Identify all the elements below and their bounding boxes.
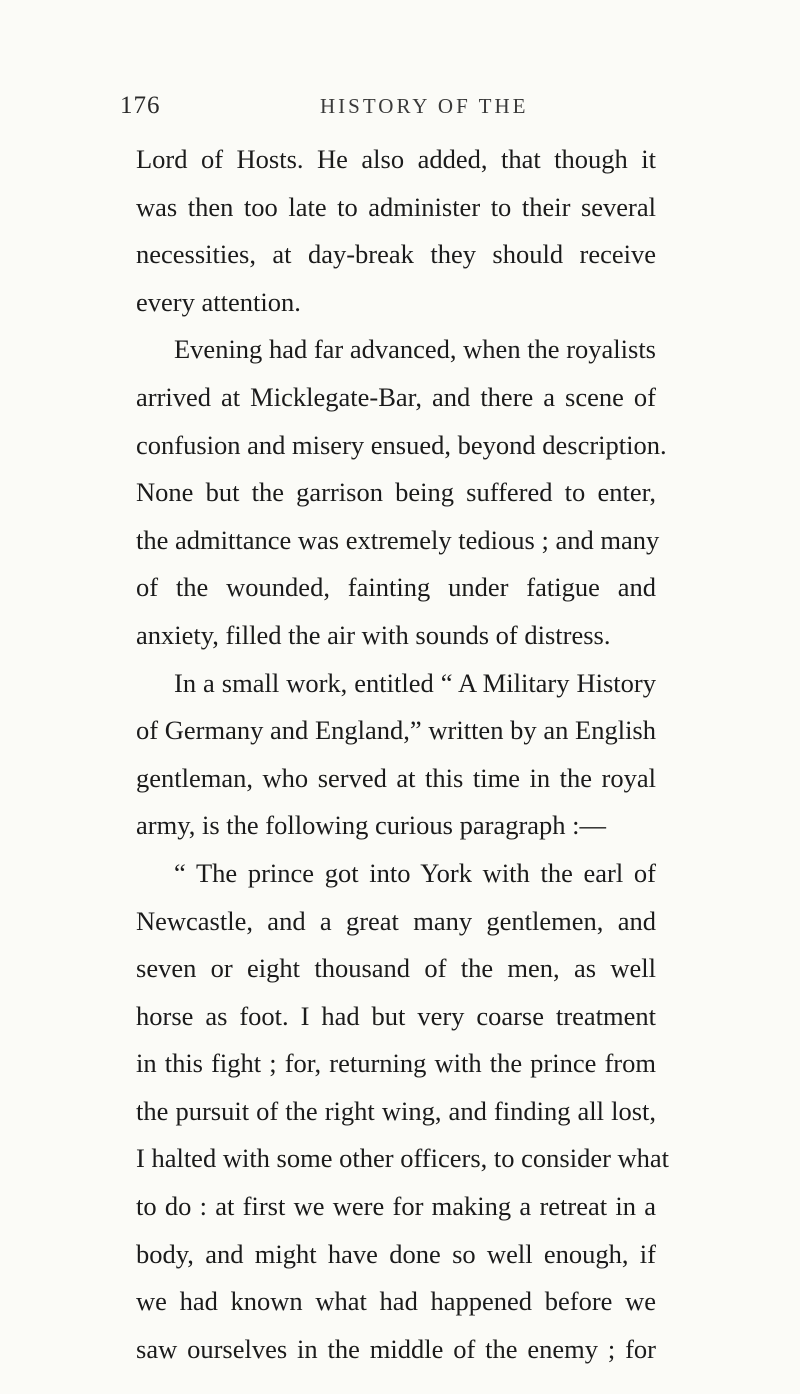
- text-line: I halted with some other officers, to consider what: [136, 1143, 670, 1174]
- running-title: HISTORY OF THE: [320, 94, 529, 118]
- text-line: anxiety, filled the air with sounds of distress.: [136, 619, 611, 650]
- text-line: In a small work, entitled “ A Military History: [174, 667, 656, 698]
- text-line: saw ourselves in the middle of the enemy ; for: [136, 1333, 656, 1364]
- text-line: army, is the following curious paragraph :—: [136, 810, 607, 841]
- text-line: of the wounded, fainting under fatigue and: [136, 572, 656, 603]
- text-line: Lord of Hosts. He also added, that though it: [136, 144, 656, 174]
- text-line: Evening had far advanced, when the royalists: [174, 334, 656, 365]
- text-line: “ The prince got into York with the earl of: [174, 857, 656, 888]
- text-line: in this fight ; for, returning with the prince from: [136, 1048, 656, 1079]
- text-line: seven or eight thousand of the men, as well: [136, 953, 656, 984]
- text-line: None but the garrison being suffered to enter,: [136, 477, 656, 508]
- text-line: body, and might have done so well enough, if: [136, 1238, 656, 1269]
- text-line: to do : at first we were for making a retreat in a: [136, 1191, 656, 1222]
- text-line: of Germany and England,” written by an English: [136, 715, 656, 746]
- text-line: horse as foot. I had but very coarse treatment: [136, 1000, 656, 1031]
- text-line: the admittance was extremely tedious ; and many: [136, 524, 660, 555]
- text-line: necessities, at day-break they should receive: [136, 239, 656, 270]
- text-line: arrived at Micklegate-Bar, and there a scene of: [136, 381, 656, 412]
- text-line: the pursuit of the right wing, and finding all lost,: [136, 1095, 656, 1126]
- page-number: 176: [120, 92, 161, 119]
- text-line: we had known what had happened before we: [136, 1286, 656, 1317]
- text-line: Newcastle, and a great many gentlemen, and: [136, 905, 656, 936]
- text-line: every attention.: [136, 286, 301, 317]
- running-head: [120, 92, 730, 132]
- body-text: [136, 136, 670, 1373]
- text-line: was then too late to administer to their several: [136, 191, 656, 222]
- text-line: confusion and misery ensued, beyond description.: [136, 429, 667, 460]
- text-line: gentleman, who served at this time in the royal: [136, 762, 656, 793]
